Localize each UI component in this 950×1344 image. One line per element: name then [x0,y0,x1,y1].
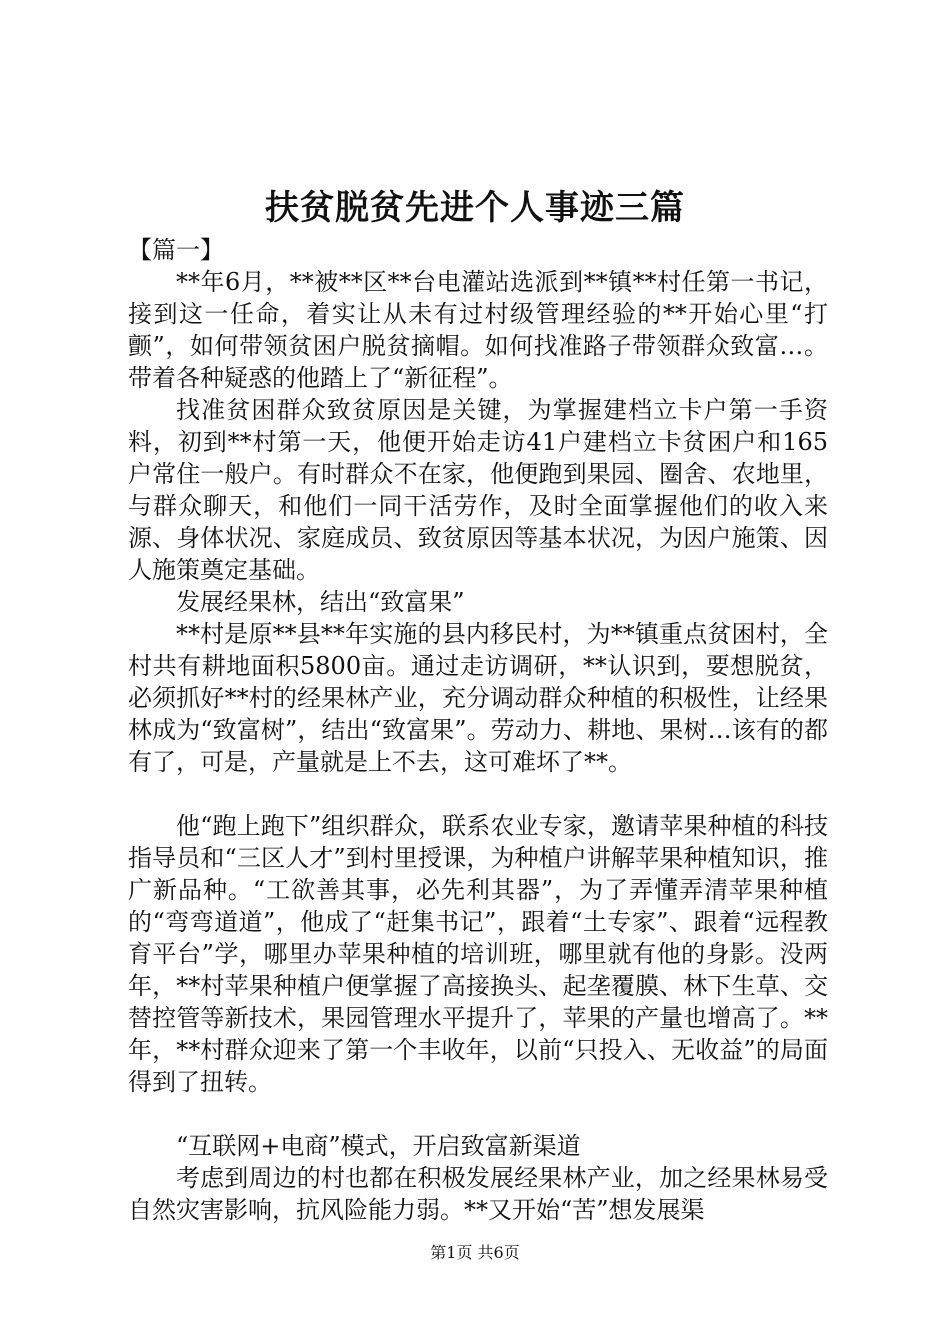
section-label: 【篇一】 [128,236,224,264]
document-title: 扶贫脱贫先进个人事迹三篇 [265,188,685,228]
section-heading: “互联网+电商”模式，开启致富新渠道 [176,1132,581,1160]
paragraph: **村是原**县**年实施的县内移民村，为**镇重点贫困村，全村共有耕地面积5800亩。通过走访调研，**认识到，要想脱贫，必须抓好**村的经果林产业，充分调动群众种植的积极性，让经果林成为“致富树”，结出“致富果”。劳动力、耕地、果树…该有的都有了，可是，产量就是上不去，这可难坏了**。 [128,620,828,776]
paragraph: 他“跑上跑下”组织群众，联系农业专家，邀请苹果种植的科技指导员和“三区人才”到村里授课，为种植户讲解苹果种植知识，推广新品种。“工欲善其事，必先利其器”，为了弄懂弄清苹果种植的“弯弯道道”，他成了“赶集书记”，跟着“土专家”、跟着“远程教育平台”学，哪里办苹果种植的培训班，哪里就有他的身影。没两年，**村苹果种植户便掌握了高接换头、起垄覆膜、林下生草、交替控管等新技术，果园管理水平提升了，苹果的产量也增高了。**年，**村群众迎来了第一个丰收年，以前“只投入、无收益”的局面得到了扭转。 [128,812,828,1096]
section-heading: 发展经果林，结出“致富果” [176,588,465,616]
document-body [128,234,828,1226]
paragraph: 考虑到周边的村也都在积极发展经果林产业，加之经果林易受自然灾害影响，抗风险能力弱。**又开始“苦”想发展渠 [128,1164,828,1224]
paragraph: 找准贫困群众致贫原因是关键，为掌握建档立卡户第一手资料，初到**村第一天，他便开始走访41户建档立卡贫困户和165户常住一般户。有时群众不在家，他便跑到果园、圈舍、农地里，与群众聊天，和他们一同干活劳作，及时全面掌握他们的收入来源、身体状况、家庭成员、致贫原因等基本状况，为因户施策、因人施策奠定基础。 [128,396,828,584]
page-footer: 第1页 共6页 [430,1243,520,1262]
paragraph: **年6月，**被**区**台电灌站选派到**镇**村任第一书记，接到这一任命，着实让从未有过村级管理经验的**开始心里“打颤”，如何带领贫困户脱贫摘帽。如何找准路子带领群众致富…。带着各种疑惑的他踏上了“新征程”。 [128,268,828,392]
